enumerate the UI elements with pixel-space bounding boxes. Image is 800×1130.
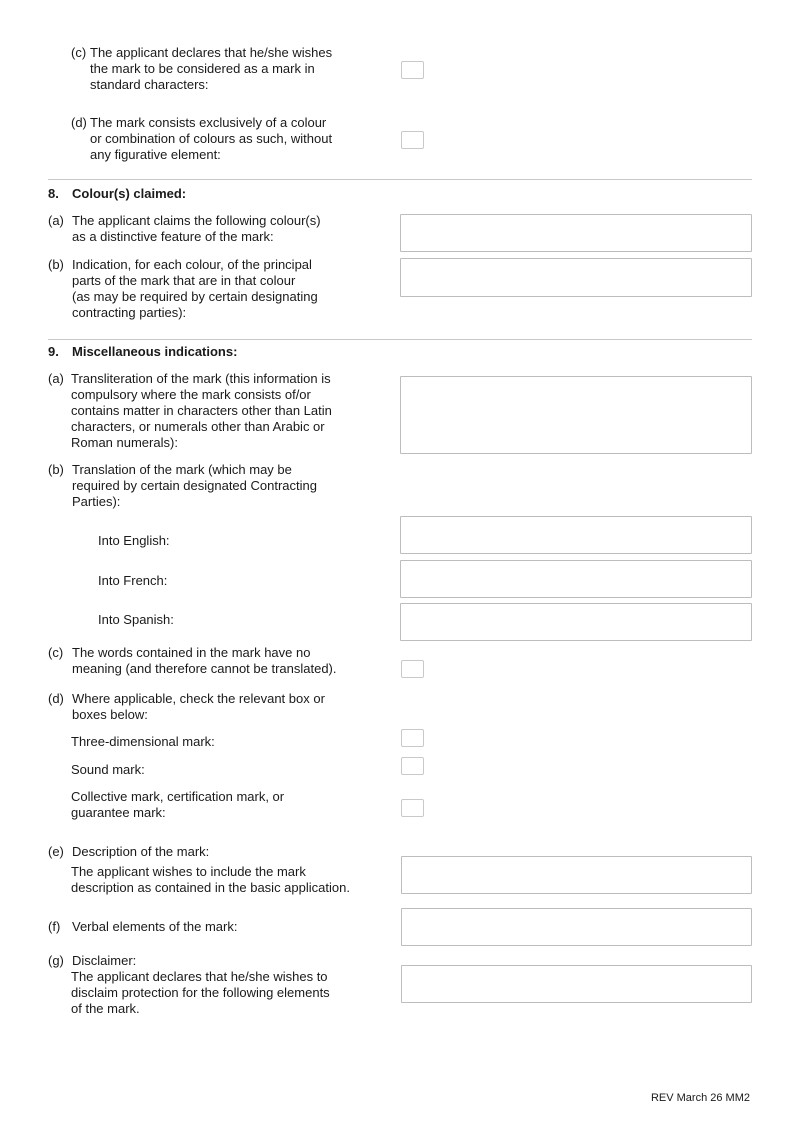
s9-e-label: (e)	[48, 844, 64, 859]
item-d-label: (d)	[71, 115, 87, 130]
s9-d-text: Where applicable, check the relevant box or boxes below:	[72, 691, 325, 722]
s8-b-label: (b)	[48, 257, 64, 272]
s9-b-label: (b)	[48, 462, 64, 477]
verbal-elements-field[interactable]	[401, 908, 752, 946]
section-divider	[48, 179, 752, 180]
colour-parts-field[interactable]	[400, 258, 752, 297]
section-9-title: Miscellaneous indications:	[72, 344, 238, 359]
collective-mark-checkbox[interactable]	[401, 799, 424, 817]
standard-characters-checkbox[interactable]	[401, 61, 424, 79]
s9-f-label: (f)	[48, 919, 61, 934]
sound-mark-checkbox[interactable]	[401, 757, 424, 775]
s9-g-label: (g)	[48, 953, 64, 968]
sound-mark-label: Sound mark:	[71, 762, 145, 777]
item-c-label: (c)	[71, 45, 87, 60]
section-9-number: 9.	[48, 344, 59, 359]
no-meaning-checkbox[interactable]	[401, 660, 424, 678]
footer-revision: REV March 26 MM2	[650, 1092, 750, 1104]
transliteration-field[interactable]	[400, 376, 752, 454]
s9-g-text: The applicant declares that he/she wishes to disclaim protection for the following elements of the mark.	[71, 969, 330, 1016]
translation-french-field[interactable]	[400, 560, 752, 598]
three-dimensional-label: Three-dimensional mark:	[71, 734, 215, 749]
s9-c-text: The words contained in the mark have no meaning (and therefore cannot be translated).	[72, 645, 337, 676]
into-english-label: Into English:	[98, 533, 170, 548]
s9-a-text: Transliteration of the mark (this information is compulsory where the mark consists of/or contains matter in characters other than Latin characters, or numerals other than Arabic or Roman numerals):	[71, 371, 332, 450]
translation-english-field[interactable]	[400, 516, 752, 554]
section-divider	[48, 339, 752, 340]
s9-d-label: (d)	[48, 691, 64, 706]
s9-e-text: The applicant wishes to include the mark description as contained in the basic application.	[71, 864, 350, 895]
s9-c-label: (c)	[48, 645, 64, 660]
translation-spanish-field[interactable]	[400, 603, 752, 641]
into-spanish-label: Into Spanish:	[98, 612, 174, 627]
item-c-text: The applicant declares that he/she wishes the mark to be considered as a mark in standard characters:	[90, 45, 333, 92]
s9-g-title: Disclaimer:	[72, 953, 137, 968]
colour-only-checkbox[interactable]	[401, 131, 424, 149]
s9-a-label: (a)	[48, 371, 64, 386]
section-8-number: 8.	[48, 186, 59, 201]
s9-b-text: Translation of the mark (which may be required by certain designated Contracting Parties):	[72, 462, 317, 509]
collective-mark-label: Collective mark, certification mark, or guarantee mark:	[71, 789, 285, 820]
section-8-title: Colour(s) claimed:	[72, 186, 187, 201]
s9-e-title: Description of the mark:	[72, 844, 210, 859]
s8-b-text: Indication, for each colour, of the principal parts of the mark that are in that colour (as may be required by certain designating contracting parties):	[72, 257, 318, 320]
disclaimer-field[interactable]	[401, 965, 752, 1003]
s9-f-title: Verbal elements of the mark:	[72, 919, 238, 934]
s8-a-text: The applicant claims the following colour(s) as a distinctive feature of the mark:	[72, 213, 321, 244]
s8-a-label: (a)	[48, 213, 64, 228]
into-french-label: Into French:	[98, 573, 168, 588]
item-d-text: The mark consists exclusively of a colour or combination of colours as such, without any figurative element:	[90, 115, 333, 162]
mark-description-field[interactable]	[401, 856, 752, 894]
three-dimensional-checkbox[interactable]	[401, 729, 424, 747]
colours-claimed-field[interactable]	[400, 214, 752, 252]
